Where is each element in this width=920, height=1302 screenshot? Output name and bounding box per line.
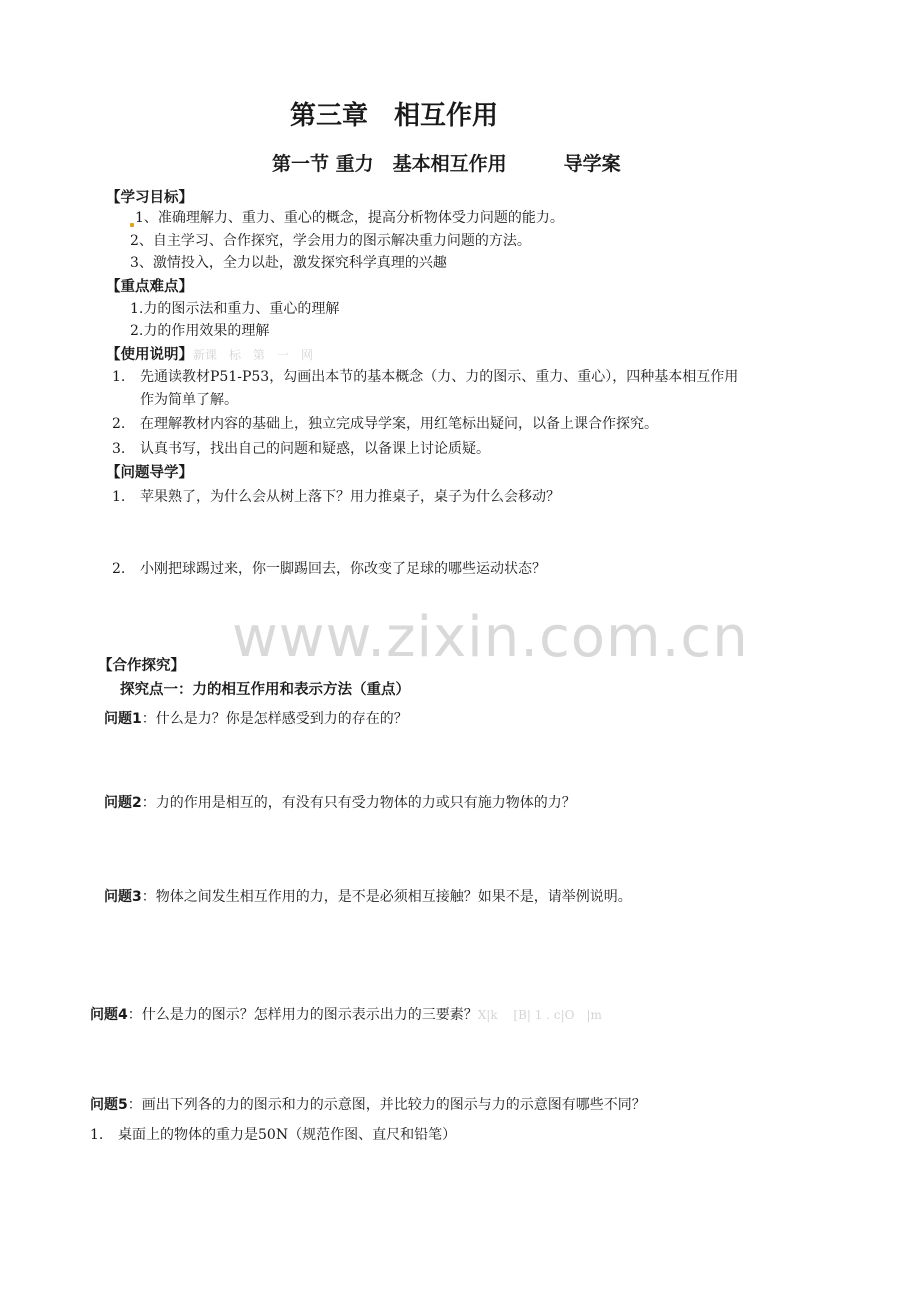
question-5-subitem: 1. 桌面上的物体的重力是50N（规范作图、直尺和铅笔） (90, 1127, 457, 1143)
usage-item: 3. 认真书写，找出自己的问题和疑惑，以备课上讨论质疑。 (112, 441, 490, 457)
explore-point-title: 探究点一：力的相互作用和表示方法（重点） (120, 682, 410, 698)
marker-dot (130, 223, 134, 227)
key-points-heading: 【重点难点】 (106, 279, 193, 295)
question-4: 问题4：什么是力的图示？怎样用力的图示表示出力的三要素？X|k [B| 1 . c|O |m (90, 1007, 602, 1023)
faint-watermark-text: 新课 标 第 一 网 (193, 348, 314, 362)
page-subtitle: 第一节 重力 基本相互作用 导学案 (272, 153, 621, 175)
key-point-item: 1.力的图示法和重力、重心的理解 (130, 301, 340, 317)
question-5: 问题5：画出下列各的力的图示和力的示意图，并比较力的图示与力的示意图有哪些不同？ (90, 1097, 646, 1113)
goal-item: 2、自主学习、合作探究，学会用力的图示解决重力问题的方法。 (130, 233, 531, 249)
site-watermark: www.zixin.com.cn (232, 605, 749, 670)
guide-heading: 【问题导学】 (106, 465, 193, 481)
usage-item: 2. 在理解教材内容的基础上，独立完成导学案，用红笔标出疑问，以备上课合作探究。 (112, 416, 658, 432)
usage-item-continued: 作为简单了解。 (140, 392, 238, 408)
goal-item: 1、准确理解力、重力、重心的概念，提高分析物体受力问题的能力。 (130, 207, 564, 227)
usage-heading: 【使用说明】新课 标 第 一 网 (106, 347, 314, 363)
question-1: 问题1：什么是力？你是怎样感受到力的存在的？ (104, 711, 408, 727)
page-title: 第三章 相互作用 (290, 101, 499, 131)
usage-item: 1. 先通读教材P51-P53，勾画出本节的基本概念（力、力的图示、重力、重心），四种基本相互作用 (112, 369, 739, 385)
question-2: 问题2：力的作用是相互的，有没有只有受力物体的力或只有施力物体的力？ (104, 795, 576, 811)
goals-heading: 【学习目标】 (106, 190, 193, 206)
key-point-item: 2.力的作用效果的理解 (130, 323, 270, 339)
coop-heading: 【合作探究】 (98, 658, 185, 674)
question-3: 问题3：物体之间发生相互作用的力，是不是必须相互接触？如果不是，请举例说明。 (104, 889, 632, 905)
faint-watermark-text: X|k [B| 1 . c|O |m (477, 1008, 602, 1022)
guide-question: 1. 苹果熟了，为什么会从树上落下？用力推桌子，桌子为什么会移动？ (112, 489, 560, 505)
goal-item: 3、激情投入，全力以赴，激发探究科学真理的兴趣 (130, 255, 447, 271)
guide-question: 2. 小刚把球踢过来，你一脚踢回去，你改变了足球的哪些运动状态？ (112, 561, 546, 577)
